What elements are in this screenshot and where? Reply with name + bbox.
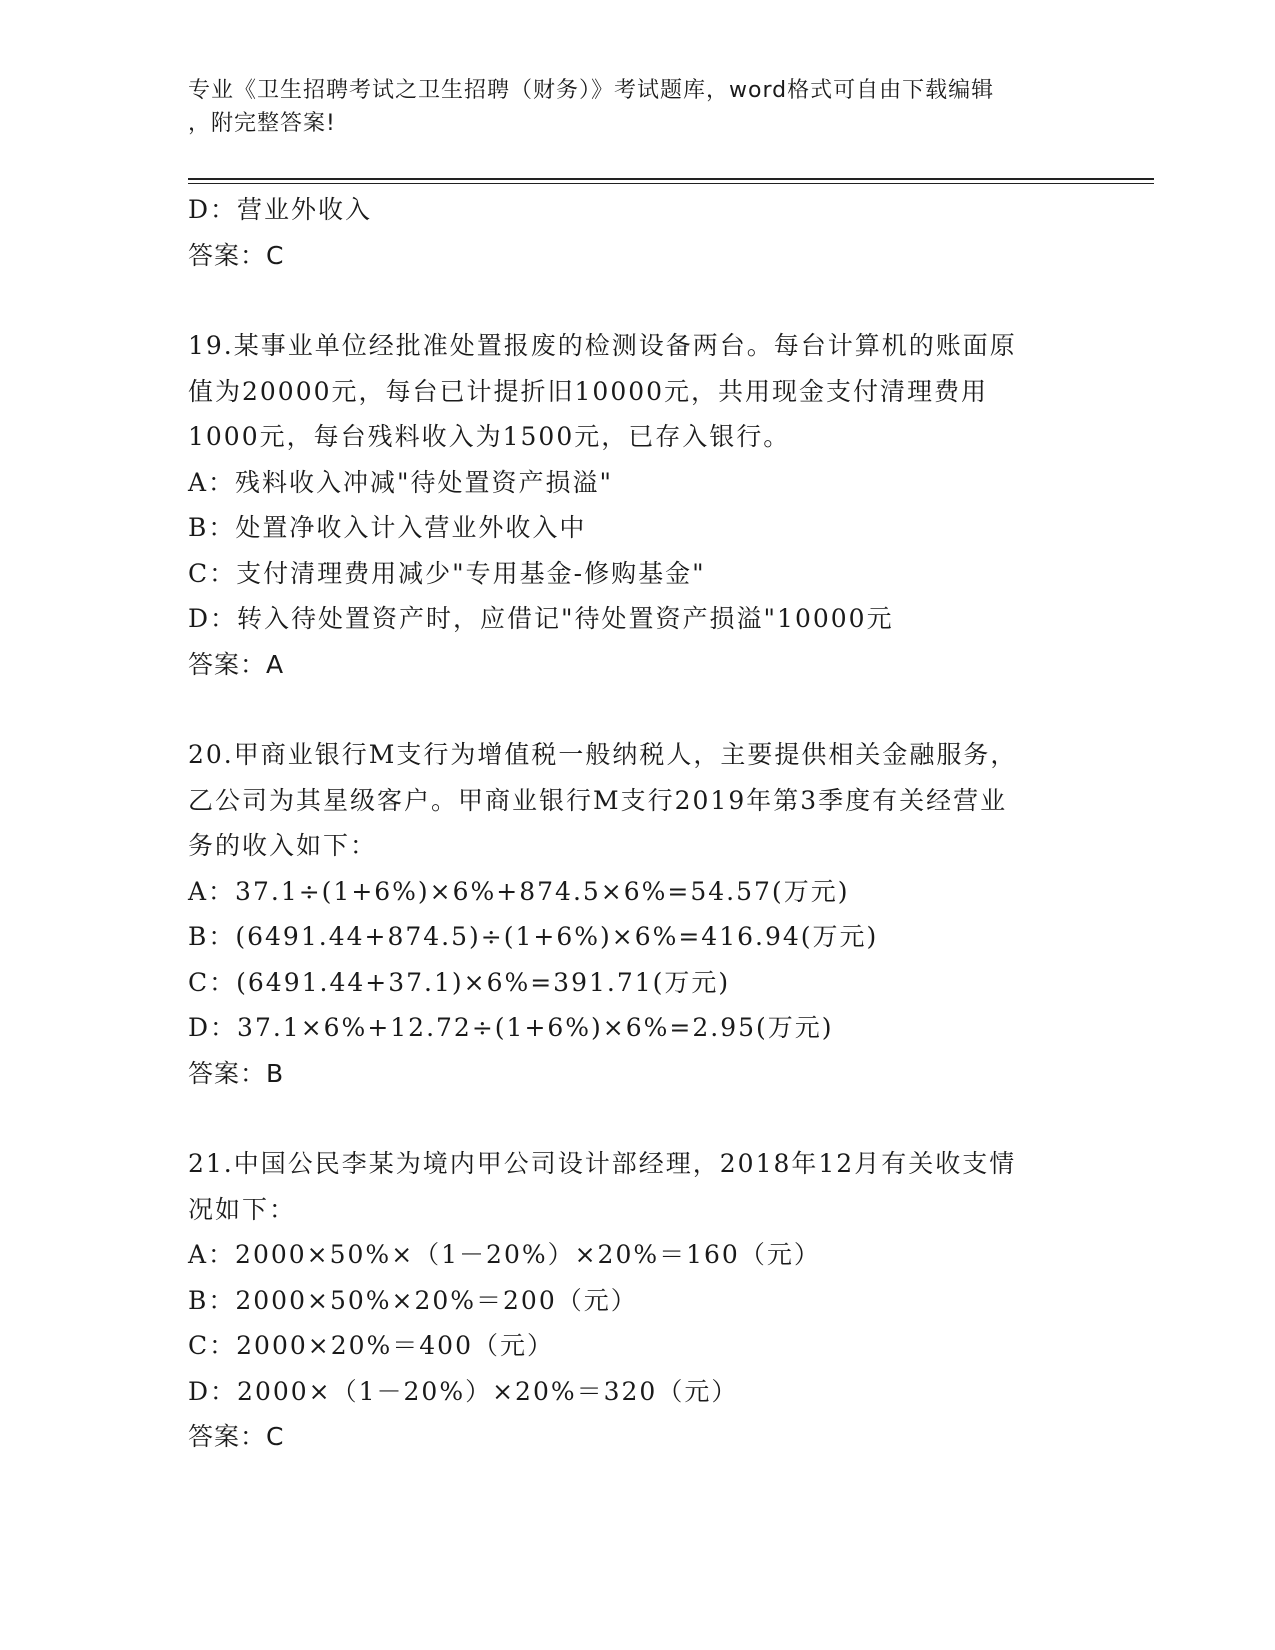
answer: 答案：C [188, 240, 285, 270]
document-header [188, 74, 1088, 140]
header-rule-thin [188, 183, 1154, 184]
question-21 [188, 1141, 1088, 1460]
option-a: A：2000×50%×（1－20%）×20%＝160（元） [188, 1240, 821, 1269]
header-rule-thick [188, 178, 1154, 180]
answer: 答案：B [188, 1058, 285, 1088]
answer: 答案：C [188, 1422, 285, 1451]
question-18-tail [188, 187, 1088, 278]
option-d: D：37.1×6%+12.72÷(1+6%)×6%=2.95(万元) [188, 1013, 834, 1042]
option-d: D：2000×（1－20%）×20%＝320（元） [188, 1376, 739, 1406]
option-c: C：(6491.44+37.1)×6%=391.71(万元) [188, 967, 731, 997]
question-20 [188, 732, 1088, 1096]
answer: 答案：A [188, 649, 285, 679]
option-b: B：(6491.44+874.5)÷(1+6%)×6%=416.94(万元) [188, 922, 879, 951]
header-line-1: 专业《卫生招聘考试之卫生招聘（财务）》考试题库，word格式可自由下载编辑 [188, 78, 995, 103]
option-a: A：残料收入冲减"待处置资产损溢" [188, 467, 614, 497]
option-a: A：37.1÷(1+6%)×6%+874.5×6%=54.57(万元) [188, 876, 850, 906]
question-list [188, 187, 1088, 1460]
option-b: B：处置净收入计入营业外收入中 [188, 513, 587, 542]
question-stem: 19.某事业单位经批准处置报废的检测设备两台。每台计算机的账面原 值为20000元，每台已计提折旧10000元，共用现金支付清理费用 1000元，每台残料收入为1500元，已存入银行。 [188, 331, 1017, 451]
option-c: C：支付清理费用减少"专用基金-修购基金" [188, 558, 706, 588]
header-line-2: ，附完整答案! [188, 111, 336, 136]
option-d: D：营业外收入 [188, 195, 373, 224]
option-b: B：2000×50%×20%＝200（元） [188, 1285, 638, 1315]
question-stem: 21.中国公民李某为境内甲公司设计部经理，2018年12月有关收支情 况如下： [188, 1149, 1017, 1224]
question-19 [188, 323, 1088, 687]
question-stem: 20.甲商业银行M支行为增值税一般纳税人，主要提供相关金融服务， 乙公司为其星级客户。甲商业银行M支行2019年第3季度有关经营业 务的收入如下： [188, 740, 1018, 860]
option-d: D：转入待处置资产时，应借记"待处置资产损溢"10000元 [188, 604, 894, 633]
option-c: C：2000×20%＝400（元） [188, 1331, 554, 1360]
